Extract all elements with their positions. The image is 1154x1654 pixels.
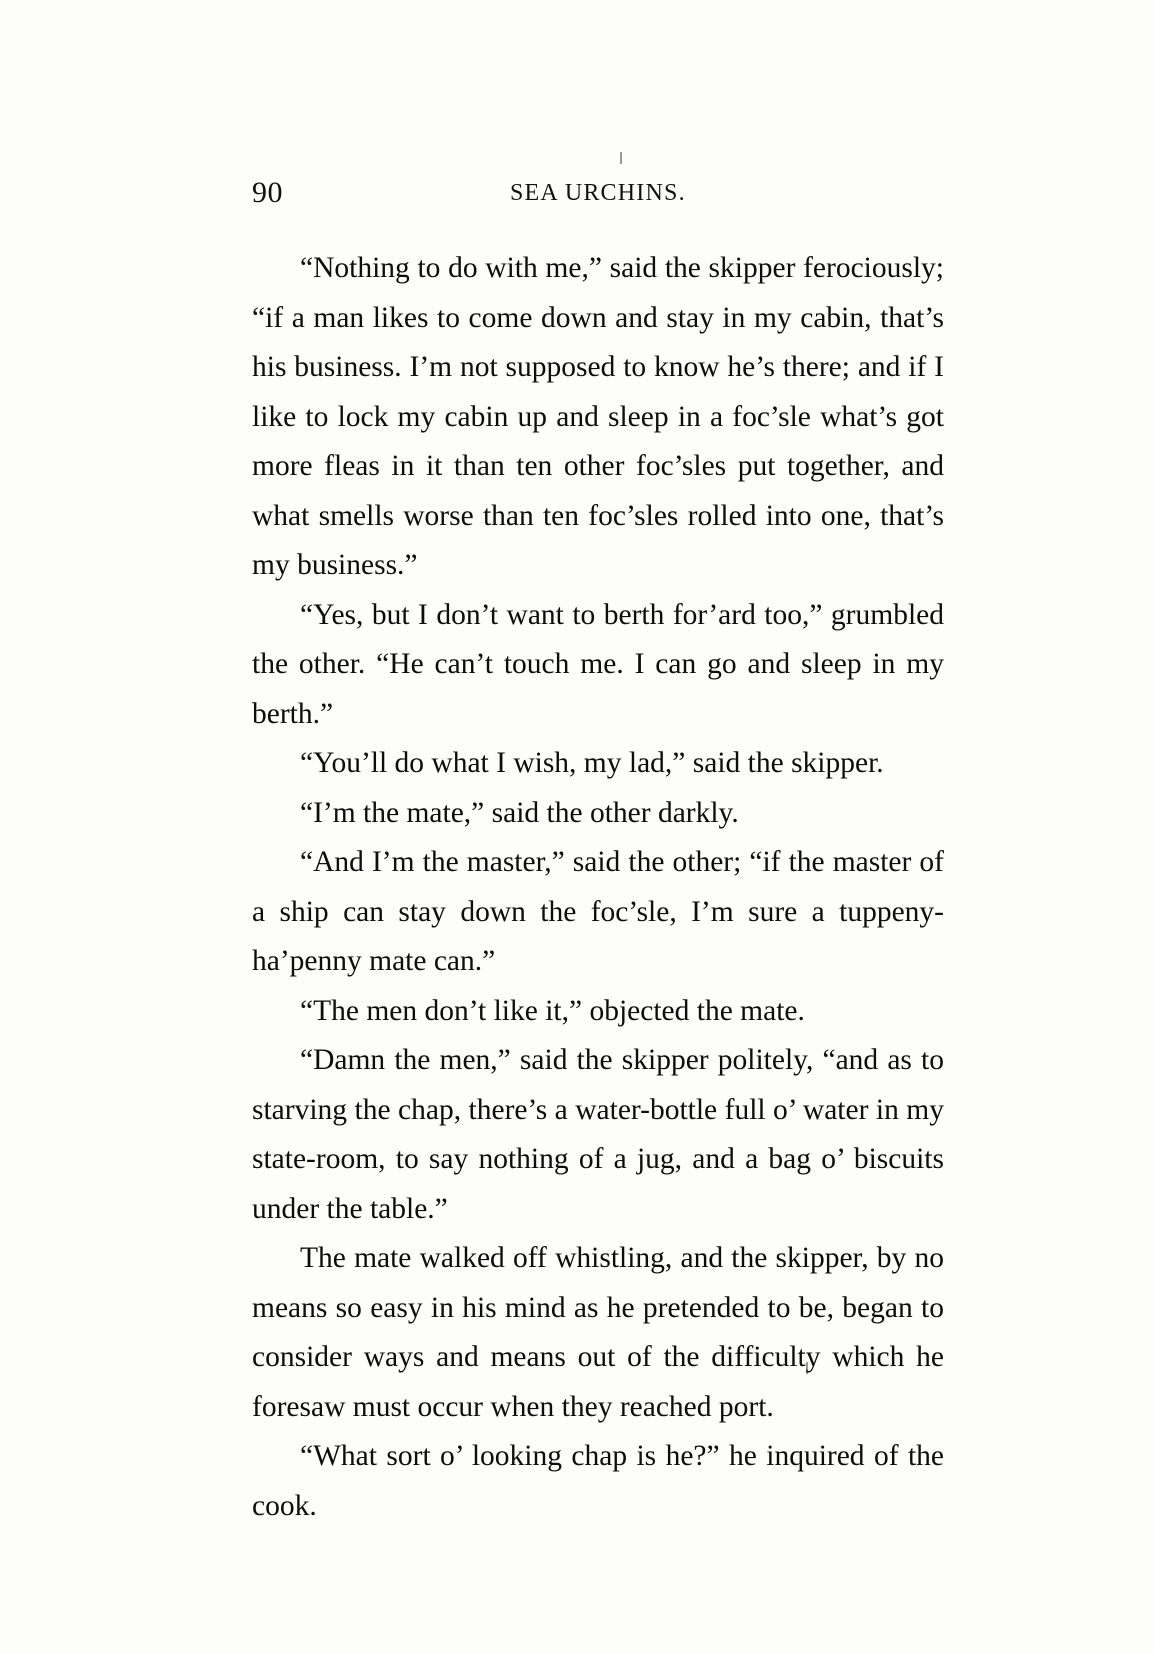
paragraph: The mate walked off whistling, and the skipper, by no means so easy in his mind as he pretended to be, began to consider ways and means out of the difficulty which he foresaw must occur when they reached port.	[252, 1242, 944, 1423]
registration-tick-top	[620, 152, 622, 164]
page-header	[252, 176, 944, 220]
page-content	[252, 176, 944, 1531]
paragraph: “I’m the mate,” said the other darkly.	[300, 796, 739, 829]
paragraph: “The men don’t like it,” objected the mate.	[300, 994, 805, 1027]
running-title: SEA URCHINS.	[510, 180, 686, 206]
paragraph: “Yes, but I don’t want to berth for’ard too,” grumbled the other. “He can’t touch me. I can go and sleep in my berth.”	[252, 598, 944, 730]
paragraph: “Nothing to do with me,” said the skipper ferociously; “if a man likes to come down and stay in my cabin, that’s his business. I’m not supposed to know he’s there; and if I like to lock my cabin up and sleep in a foc’sle what’s got more fleas in it than ten other foc’sles put together, and what smells worse than ten foc’sles rolled into one, that’s my business.”	[252, 252, 944, 581]
paragraph: “What sort o’ looking chap is he?” he inquired of the cook.	[252, 1440, 944, 1522]
paragraph: “You’ll do what I wish, my lad,” said the skipper.	[300, 747, 884, 779]
paragraph: “Damn the men,” said the skipper politely, “and as to starving the chap, there’s a water-bottle full o’ water in my state-room, to say nothing of a jug, and a bag o’ biscuits under the table.”	[252, 1044, 944, 1225]
body-text	[252, 244, 944, 1531]
page-number: 90	[252, 176, 283, 209]
paragraph: “And I’m the master,” said the other; “if the master of a ship can stay down the foc’sle, I’m sure a tuppeny-ha’penny mate can.”	[252, 846, 944, 977]
